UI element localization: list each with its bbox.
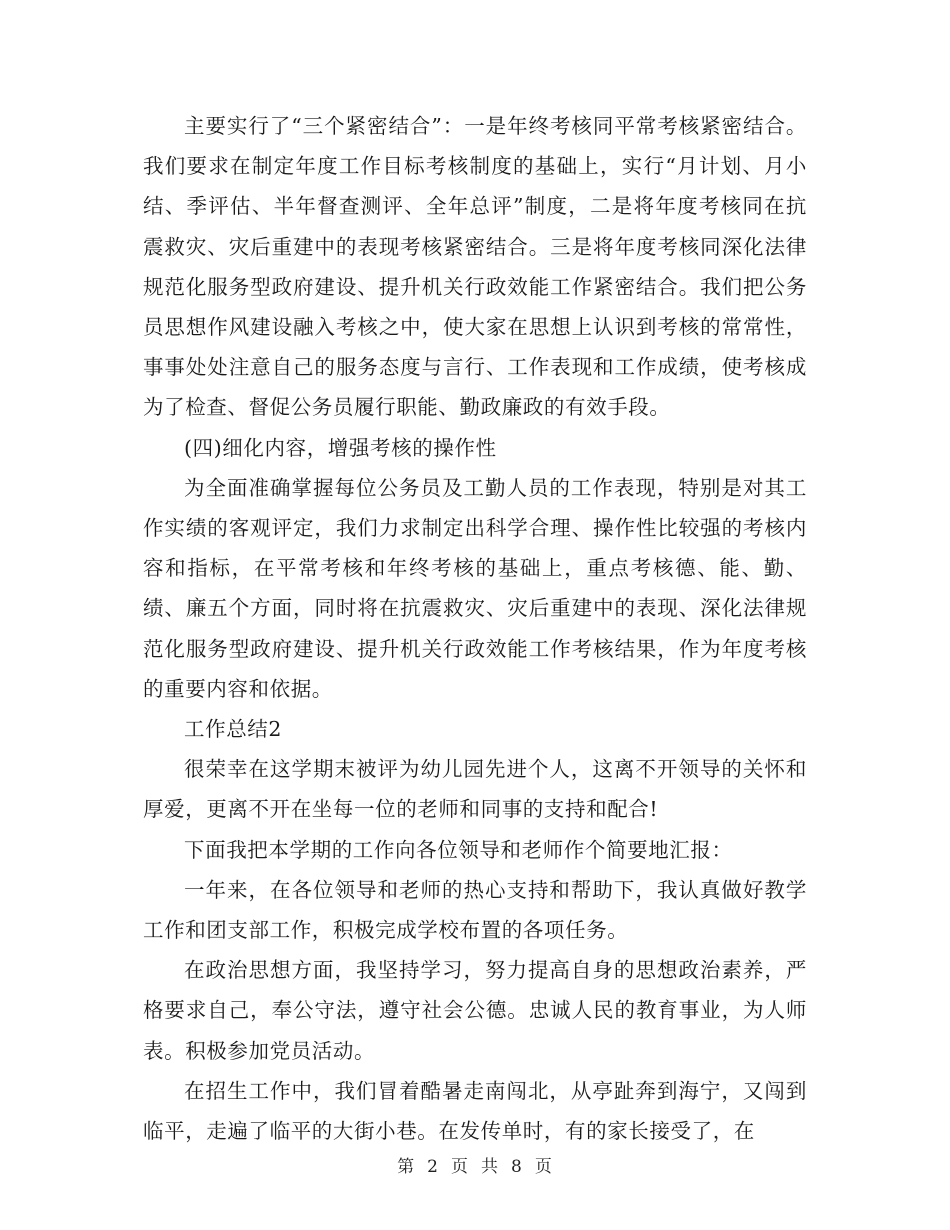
footer-label-gong: 共	[481, 1157, 499, 1177]
document-body	[143, 106, 807, 1151]
section-heading-4: (四)细化内容，增强考核的操作性	[184, 435, 497, 460]
footer-label-di: 第	[397, 1157, 416, 1177]
page-footer	[0, 1152, 950, 1177]
footer-page-number: 2	[427, 1157, 439, 1177]
section-title-summary-2: 工作总结2	[184, 717, 283, 742]
footer-label-ye2: 页	[534, 1157, 553, 1177]
footer-label-ye: 页	[451, 1157, 469, 1177]
paragraph-3: 很荣幸在这学期末被评为幼儿园先进个人，这离不开领导的关怀和厚爱，更离不开在坐每一位的老师和同事的支持和配合!	[143, 757, 807, 822]
paragraph-4: 下面我把本学期的工作向各位领导和老师作个简要地汇报：	[184, 837, 733, 862]
paragraph-5: 一年来，在各位领导和老师的热心支持和帮助下，我认真做好教学工作和团支部工作，积极完成学校布置的各项任务。	[143, 877, 807, 943]
paragraph-2: 为全面准确掌握每位公务员及工勤人员的工作表现，特别是对其工作实绩的客观评定，我们力求制定出科学合理、操作性比较强的考核内容和指标，在平常考核和年终考核的基础上，重点考核德、能、勤、绩、廉五个方面，同时将在抗震救灾、灾后重建中的表现、深化法律规范化服务型政府建设、提升机关行政效能工作考核结果，作为年度考核的重要内容和依据。	[143, 475, 807, 701]
paragraph-7: 在招生工作中，我们冒着酷暑走南闯北，从亭趾奔到海宁，又闯到临平，走遍了临平的大街小巷。在发传单时，有的家长接受了，在	[143, 1078, 807, 1144]
footer-total-pages: 8	[511, 1157, 523, 1177]
paragraph-6: 在政治思想方面，我坚持学习，努力提高自身的思想政治素养，严格要求自己，奉公守法，遵守社会公德。忠诚人民的教育事业，为人师表。积极参加党员活动。	[143, 958, 807, 1063]
paragraph-1: 主要实行了“三个紧密结合”：一是年终考核同平常考核紧密结合。我们要求在制定年度工作目标考核制度的基础上，实行“月计划、月小结、季评估、半年督查测评、全年总评”制度，二是将年度考核同在抗震救灾、灾后重建中的表现考核紧密结合。三是将年度考核同深化法律规范化服务型政府建设、提升机关行政效能工作紧密结合。我们把公务员思想作风建设融入考核之中，使大家在思想上认识到考核的常常性，事事处处注意自己的服务态度与言行、工作表现和工作成绩，使考核成为了检查、督促公务员履行职能、勤政廉政的有效手段。	[143, 114, 807, 420]
